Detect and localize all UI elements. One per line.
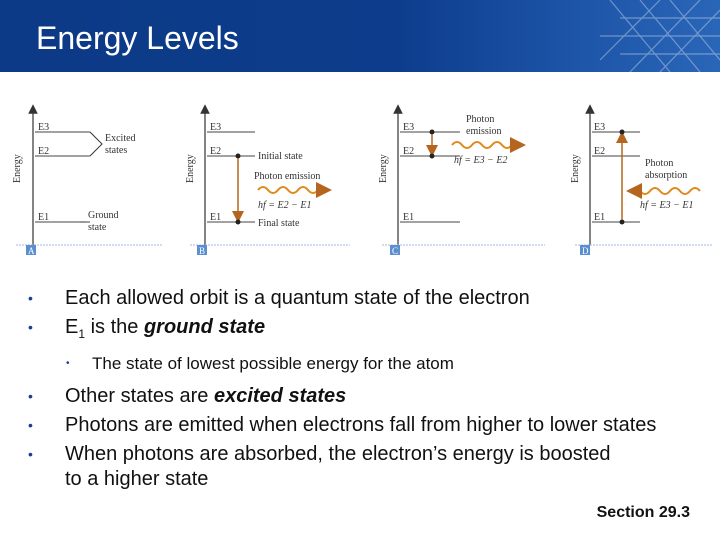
panel-c-photon-line2: emission (466, 126, 502, 137)
panel-b-final-state: Final state (258, 218, 300, 229)
panel-d-photon-line2: absorption (645, 170, 688, 181)
bullet-dot: • (28, 446, 33, 462)
panel-a-ground-line1: Ground (88, 210, 119, 221)
panel-d (570, 109, 712, 256)
title-bar-pattern (600, 0, 720, 72)
panel-d-photon-line1: Photon (645, 158, 674, 169)
panel-d-tag-label: D (582, 246, 589, 256)
panel-a-excited-line2: states (105, 145, 128, 156)
bullet-5 (28, 442, 708, 492)
bullet-dot: • (28, 388, 33, 404)
bullet-2-prefix: E (65, 316, 79, 338)
panel-c-axis-label: Energy (378, 154, 389, 183)
panel-d-hf-equation: hf = E3 − E1 (640, 200, 694, 211)
panel-b-tag-label: B (199, 246, 206, 256)
bullet-dot: • (28, 417, 33, 433)
bullet-1-text: Each allowed orbit is a quantum state of the electron (65, 287, 530, 309)
bullet-5-text: When photons are absorbed, the electron’s energy is boosted to a higher state (65, 443, 611, 490)
bullet-dot: • (28, 290, 33, 306)
sub-bullet-1 (28, 351, 708, 376)
panel-a-ground-line2: state (88, 222, 107, 233)
panel-b-axis-label: Energy (185, 154, 196, 183)
panel-a-tag-label: A (28, 246, 35, 256)
panel-c-level-e1: E1 (403, 212, 415, 223)
bullet-list (28, 286, 708, 496)
bullet-3-emphasis: excited states (213, 385, 347, 407)
bullet-2-subscript: 1 (78, 327, 86, 341)
panel-a-axis-label: Energy (12, 154, 23, 183)
bullet-3-prefix: Other states are (65, 385, 214, 407)
bullet-1 (28, 286, 708, 311)
panel-c-photon-line1: Photon (466, 114, 495, 125)
panel-d-level-e3: E3 (594, 122, 606, 133)
energy-level-figure (0, 95, 720, 260)
bullet-2-emphasis: ground state (143, 316, 266, 338)
panel-b-hf-equation: hf = E2 − E1 (258, 200, 312, 211)
bullet-4 (28, 413, 708, 438)
bullet-2 (28, 315, 708, 347)
panel-b-photon-emission: Photon emission (254, 171, 321, 182)
sub-bullet-1-text: The state of lowest possible energy for the atom (92, 354, 454, 373)
bullet-4-text: Photons are emitted when electrons fall from higher to lower states (65, 414, 657, 436)
section-label: Section 29.3 (596, 504, 690, 521)
panel-c-tag-label: C (392, 246, 399, 256)
panel-d-level-e2: E2 (594, 146, 606, 157)
panel-b (185, 109, 350, 256)
bullet-2-mid: is the (85, 316, 144, 338)
panel-c-level-e3: E3 (403, 122, 415, 133)
panel-c-level-e2: E2 (403, 146, 415, 157)
panel-d-axis-label: Energy (570, 154, 581, 183)
bullet-3 (28, 384, 708, 409)
panel-b-level-e2: E2 (210, 146, 222, 157)
panel-a-excited-line1: Excited (105, 133, 136, 144)
panel-b-initial-state: Initial state (258, 151, 303, 162)
panel-c-hf-equation: hf = E3 − E2 (454, 155, 508, 166)
panel-c (378, 109, 545, 256)
panel-a (12, 109, 162, 256)
slide-title: Energy Levels (36, 20, 239, 56)
panel-d-level-e1: E1 (594, 212, 606, 223)
sub-bullet-dot: • (66, 358, 70, 369)
bullet-dot: • (28, 319, 33, 335)
title-bar (0, 0, 720, 72)
panel-b-level-e1: E1 (210, 212, 222, 223)
panel-b-level-e3: E3 (210, 122, 222, 133)
panel-a-level-e1: E1 (38, 212, 50, 223)
panel-a-level-e2: E2 (38, 146, 50, 157)
panel-a-level-e3: E3 (38, 122, 50, 133)
